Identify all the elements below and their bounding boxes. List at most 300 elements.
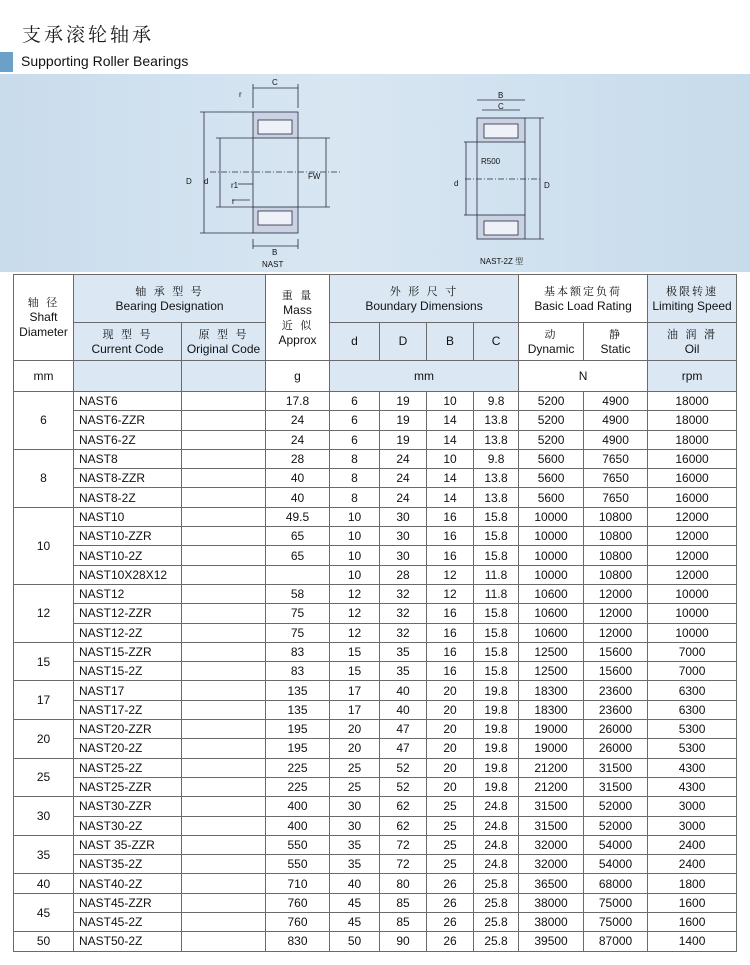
current-code-cell: NAST25-2Z	[74, 758, 182, 777]
d-cell: 12	[330, 604, 380, 623]
designation-header: 轴 承 型 号 Bearing Designation	[74, 275, 266, 323]
stat-cell: 10800	[584, 527, 648, 546]
speed-cell: 1800	[648, 874, 737, 893]
original-code-cell	[182, 411, 266, 430]
C-cell: 25.8	[474, 913, 519, 932]
B-cell: 20	[427, 777, 474, 796]
mass-cell: 58	[266, 584, 330, 603]
dyn-cell: 32000	[519, 855, 584, 874]
svg-text:d: d	[454, 179, 459, 188]
d-cell: 6	[330, 430, 380, 449]
d-cell: 45	[330, 893, 380, 912]
C-cell: 15.8	[474, 642, 519, 661]
table-row	[14, 874, 737, 893]
dyn-cell: 10600	[519, 604, 584, 623]
shaft-diameter-cell: 25	[14, 758, 74, 797]
table-row	[14, 507, 737, 526]
B-cell: 10	[427, 449, 474, 468]
table-row	[14, 392, 737, 411]
dyn-cell: 31500	[519, 816, 584, 835]
D-cell: 28	[380, 565, 427, 584]
static-header: 静 Static	[584, 323, 648, 361]
D-cell: 47	[380, 739, 427, 758]
d-cell: 10	[330, 565, 380, 584]
dyn-cell: 19000	[519, 739, 584, 758]
stat-cell: 87000	[584, 932, 648, 951]
d-cell: 17	[330, 681, 380, 700]
mass-cell: 550	[266, 855, 330, 874]
dyn-cell: 10000	[519, 565, 584, 584]
C-cell: 15.8	[474, 604, 519, 623]
table-row	[14, 584, 737, 603]
oil-header: 油 润 滑 Oil	[648, 323, 737, 361]
C-cell: 24.8	[474, 816, 519, 835]
dyn-cell: 36500	[519, 874, 584, 893]
D-cell: 19	[380, 430, 427, 449]
table-row	[14, 681, 737, 700]
dyn-cell: 5600	[519, 488, 584, 507]
current-code-header: 现 型 号 Current Code	[74, 323, 182, 361]
B-cell: 25	[427, 835, 474, 854]
mass-cell: 28	[266, 449, 330, 468]
table-row	[14, 623, 737, 642]
C-cell: 15.8	[474, 507, 519, 526]
mass-cell: 550	[266, 835, 330, 854]
table-row	[14, 700, 737, 719]
mass-cell: 400	[266, 816, 330, 835]
D-cell: 85	[380, 913, 427, 932]
table-row	[14, 411, 737, 430]
dyn-cell: 5600	[519, 469, 584, 488]
speed-cell: 2400	[648, 835, 737, 854]
original-code-cell	[182, 565, 266, 584]
mass-cell: 225	[266, 777, 330, 796]
mass-cell: 75	[266, 623, 330, 642]
stat-cell: 10800	[584, 546, 648, 565]
table-header	[14, 275, 737, 392]
mass-cell: 75	[266, 604, 330, 623]
dyn-cell: 21200	[519, 777, 584, 796]
speed-cell: 3000	[648, 816, 737, 835]
B-cell: 14	[427, 430, 474, 449]
original-code-cell	[182, 642, 266, 661]
B-cell: 26	[427, 893, 474, 912]
mass-cell: 830	[266, 932, 330, 951]
C-cell: 9.8	[474, 392, 519, 411]
stat-cell: 23600	[584, 700, 648, 719]
shaft-diameter-cell: 35	[14, 835, 74, 874]
B-cell: 20	[427, 758, 474, 777]
stat-cell: 12000	[584, 623, 648, 642]
B-cell: 16	[427, 507, 474, 526]
C-cell: 13.8	[474, 488, 519, 507]
speed-cell: 5300	[648, 739, 737, 758]
D-cell: 24	[380, 469, 427, 488]
D-cell: 35	[380, 662, 427, 681]
dyn-cell: 10000	[519, 546, 584, 565]
speed-cell: 6300	[648, 681, 737, 700]
dyn-cell: 12500	[519, 662, 584, 681]
d-cell: 45	[330, 913, 380, 932]
D-cell: 47	[380, 720, 427, 739]
shaft-diameter-cell: 20	[14, 720, 74, 759]
C-cell: 24.8	[474, 855, 519, 874]
header-banner	[0, 0, 750, 272]
current-code-cell: NAST12	[74, 584, 182, 603]
d-cell: 10	[330, 507, 380, 526]
mass-cell: 40	[266, 488, 330, 507]
speed-cell: 6300	[648, 700, 737, 719]
original-code-cell	[182, 507, 266, 526]
shaft-diameter-cell: 40	[14, 874, 74, 893]
subtitle-accent	[0, 52, 13, 72]
mass-cell: 400	[266, 797, 330, 816]
speed-cell: 5300	[648, 720, 737, 739]
stat-cell: 54000	[584, 835, 648, 854]
C-cell: 15.8	[474, 546, 519, 565]
D-cell: 52	[380, 777, 427, 796]
d-cell: 8	[330, 469, 380, 488]
mass-cell: 135	[266, 681, 330, 700]
current-code-cell: NAST12-2Z	[74, 623, 182, 642]
stat-cell: 4900	[584, 411, 648, 430]
C-cell: 19.8	[474, 700, 519, 719]
B-cell: 25	[427, 797, 474, 816]
stat-cell: 7650	[584, 469, 648, 488]
table-row	[14, 565, 737, 584]
d-cell: 25	[330, 777, 380, 796]
original-code-cell	[182, 546, 266, 565]
table-row	[14, 642, 737, 661]
d-cell: 35	[330, 835, 380, 854]
C-cell: 11.8	[474, 584, 519, 603]
table-row	[14, 430, 737, 449]
mass-cell: 24	[266, 411, 330, 430]
dims-unit: mm	[330, 361, 519, 392]
table-row	[14, 739, 737, 758]
dyn-cell: 12500	[519, 642, 584, 661]
mass-cell: 225	[266, 758, 330, 777]
code-unit-blank	[74, 361, 182, 392]
current-code-cell: NAST12-ZZR	[74, 604, 182, 623]
table-row	[14, 932, 737, 951]
speed-cell: 10000	[648, 604, 737, 623]
original-code-cell	[182, 700, 266, 719]
dyn-cell: 5200	[519, 411, 584, 430]
current-code-cell: NAST40-2Z	[74, 874, 182, 893]
original-code-cell	[182, 681, 266, 700]
dyn-cell: 10600	[519, 623, 584, 642]
stat-cell: 12000	[584, 604, 648, 623]
svg-text:FW: FW	[308, 172, 321, 181]
original-code-cell	[182, 855, 266, 874]
speed-cell: 18000	[648, 430, 737, 449]
stat-cell: 12000	[584, 584, 648, 603]
stat-cell: 68000	[584, 874, 648, 893]
current-code-cell: NAST35-2Z	[74, 855, 182, 874]
D-cell: 40	[380, 681, 427, 700]
col-D-header: D	[380, 323, 427, 361]
dyn-cell: 10000	[519, 507, 584, 526]
D-cell: 40	[380, 700, 427, 719]
speed-cell: 12000	[648, 527, 737, 546]
C-cell: 13.8	[474, 411, 519, 430]
d-cell: 6	[330, 411, 380, 430]
d-cell: 10	[330, 527, 380, 546]
speed-cell: 18000	[648, 392, 737, 411]
C-cell: 19.8	[474, 777, 519, 796]
dyn-cell: 32000	[519, 835, 584, 854]
d-cell: 15	[330, 642, 380, 661]
original-code-cell	[182, 720, 266, 739]
dyn-cell: 5200	[519, 392, 584, 411]
dyn-cell: 39500	[519, 932, 584, 951]
C-cell: 19.8	[474, 720, 519, 739]
current-code-cell: NAST17-2Z	[74, 700, 182, 719]
bearing-spec-table	[13, 274, 737, 952]
D-cell: 32	[380, 604, 427, 623]
svg-text:C: C	[498, 102, 504, 111]
speed-cell: 10000	[648, 623, 737, 642]
mass-cell: 83	[266, 642, 330, 661]
C-cell: 13.8	[474, 430, 519, 449]
C-cell: 11.8	[474, 565, 519, 584]
original-code-cell	[182, 758, 266, 777]
D-cell: 80	[380, 874, 427, 893]
table-row	[14, 855, 737, 874]
B-cell: 26	[427, 913, 474, 932]
stat-cell: 7650	[584, 488, 648, 507]
col-d-header: d	[330, 323, 380, 361]
current-code-cell: NAST10X28X12	[74, 565, 182, 584]
stat-cell: 75000	[584, 913, 648, 932]
stat-cell: 4900	[584, 392, 648, 411]
B-cell: 16	[427, 662, 474, 681]
mass-cell: 195	[266, 720, 330, 739]
d-cell: 35	[330, 855, 380, 874]
B-cell: 20	[427, 720, 474, 739]
original-code-cell	[182, 392, 266, 411]
stat-cell: 15600	[584, 662, 648, 681]
shaft-diameter-cell: 8	[14, 449, 74, 507]
B-cell: 10	[427, 392, 474, 411]
load-unit: N	[519, 361, 648, 392]
svg-text:C: C	[272, 78, 278, 87]
speed-cell: 16000	[648, 449, 737, 468]
mass-unit: g	[266, 361, 330, 392]
mass-cell: 83	[266, 662, 330, 681]
speed-cell: 3000	[648, 797, 737, 816]
table-row	[14, 893, 737, 912]
C-cell: 9.8	[474, 449, 519, 468]
B-cell: 14	[427, 488, 474, 507]
current-code-cell: NAST10-ZZR	[74, 527, 182, 546]
shaft-diameter-cell: 50	[14, 932, 74, 951]
B-cell: 25	[427, 855, 474, 874]
C-cell: 15.8	[474, 527, 519, 546]
stat-cell: 54000	[584, 855, 648, 874]
mass-cell: 760	[266, 893, 330, 912]
C-cell: 19.8	[474, 681, 519, 700]
d-cell: 40	[330, 874, 380, 893]
D-cell: 72	[380, 835, 427, 854]
dyn-cell: 21200	[519, 758, 584, 777]
original-code-cell	[182, 604, 266, 623]
C-cell: 13.8	[474, 469, 519, 488]
C-cell: 24.8	[474, 797, 519, 816]
stat-cell: 31500	[584, 758, 648, 777]
original-code-cell	[182, 874, 266, 893]
original-code-cell	[182, 816, 266, 835]
stat-cell: 75000	[584, 893, 648, 912]
current-code-cell: NAST45-ZZR	[74, 893, 182, 912]
current-code-cell: NAST8	[74, 449, 182, 468]
col-C-header: C	[474, 323, 519, 361]
page-title-en: Supporting Roller Bearings	[21, 53, 189, 69]
table-row	[14, 527, 737, 546]
current-code-cell: NAST17	[74, 681, 182, 700]
dyn-cell: 38000	[519, 893, 584, 912]
d-cell: 25	[330, 758, 380, 777]
nast-2z-drawing	[454, 91, 550, 266]
mass-cell: 40	[266, 469, 330, 488]
C-cell: 25.8	[474, 874, 519, 893]
mass-cell: 760	[266, 913, 330, 932]
speed-cell: 16000	[648, 488, 737, 507]
dyn-cell: 31500	[519, 797, 584, 816]
dyn-cell: 18300	[519, 681, 584, 700]
d-cell: 8	[330, 488, 380, 507]
shaft-header: 轴 径 Shaft Diameter	[14, 275, 74, 361]
original-code-cell	[182, 469, 266, 488]
current-code-cell: NAST10	[74, 507, 182, 526]
mass-cell: 710	[266, 874, 330, 893]
shaft-diameter-cell: 15	[14, 642, 74, 681]
d-cell: 17	[330, 700, 380, 719]
d-cell: 30	[330, 816, 380, 835]
B-cell: 16	[427, 642, 474, 661]
C-cell: 25.8	[474, 932, 519, 951]
speed-header: 极限转速 Limiting Speed	[648, 275, 737, 323]
speed-cell: 7000	[648, 642, 737, 661]
speed-cell: 1400	[648, 932, 737, 951]
mass-cell: 195	[266, 739, 330, 758]
current-code-cell: NAST6-ZZR	[74, 411, 182, 430]
d-cell: 10	[330, 546, 380, 565]
original-code-cell	[182, 662, 266, 681]
original-code-cell	[182, 932, 266, 951]
current-code-cell: NAST8-ZZR	[74, 469, 182, 488]
d-cell: 30	[330, 797, 380, 816]
stat-cell: 52000	[584, 797, 648, 816]
original-code-cell	[182, 430, 266, 449]
table-row	[14, 488, 737, 507]
d-cell: 8	[330, 449, 380, 468]
original-code-cell	[182, 527, 266, 546]
dyn-cell: 38000	[519, 913, 584, 932]
mass-header: 重 量 Mass 近 似 Approx	[266, 275, 330, 361]
table-body	[14, 392, 737, 952]
D-cell: 90	[380, 932, 427, 951]
dimensions-header: 外 形 尺 寸 Boundary Dimensions	[330, 275, 519, 323]
shaft-diameter-cell: 30	[14, 797, 74, 836]
D-cell: 24	[380, 449, 427, 468]
original-code-cell	[182, 777, 266, 796]
D-cell: 24	[380, 488, 427, 507]
shaft-diameter-cell: 12	[14, 584, 74, 642]
svg-text:r: r	[239, 90, 242, 99]
speed-cell: 16000	[648, 469, 737, 488]
original-code-cell	[182, 893, 266, 912]
current-code-cell: NAST45-2Z	[74, 913, 182, 932]
table-row	[14, 469, 737, 488]
d-cell: 12	[330, 623, 380, 642]
current-code-cell: NAST 35-ZZR	[74, 835, 182, 854]
table-row	[14, 604, 737, 623]
D-cell: 72	[380, 855, 427, 874]
svg-text:D: D	[186, 177, 192, 186]
table-row	[14, 777, 737, 796]
dyn-cell: 19000	[519, 720, 584, 739]
table-row	[14, 835, 737, 854]
mass-cell: 24	[266, 430, 330, 449]
C-cell: 15.8	[474, 623, 519, 642]
B-cell: 14	[427, 469, 474, 488]
stat-cell: 15600	[584, 642, 648, 661]
svg-text:d: d	[204, 177, 209, 186]
dyn-cell: 10000	[519, 527, 584, 546]
page-title-zh: 支承滚轮轴承	[22, 24, 155, 46]
original-code-cell	[182, 449, 266, 468]
mass-cell: 135	[266, 700, 330, 719]
B-cell: 14	[427, 411, 474, 430]
D-cell: 35	[380, 642, 427, 661]
table-row	[14, 797, 737, 816]
d-cell: 6	[330, 392, 380, 411]
shaft-diameter-cell: 17	[14, 681, 74, 720]
D-cell: 32	[380, 623, 427, 642]
speed-cell: 1600	[648, 913, 737, 932]
speed-unit: rpm	[648, 361, 737, 392]
speed-cell: 2400	[648, 855, 737, 874]
current-code-cell: NAST6	[74, 392, 182, 411]
C-cell: 19.8	[474, 758, 519, 777]
current-code-cell: NAST15-ZZR	[74, 642, 182, 661]
stat-cell: 23600	[584, 681, 648, 700]
stat-cell: 26000	[584, 739, 648, 758]
B-cell: 16	[427, 527, 474, 546]
stat-cell: 31500	[584, 777, 648, 796]
current-code-cell: NAST6-2Z	[74, 430, 182, 449]
table-row	[14, 720, 737, 739]
d-cell: 12	[330, 584, 380, 603]
speed-cell: 12000	[648, 546, 737, 565]
table-row	[14, 449, 737, 468]
stat-cell: 4900	[584, 430, 648, 449]
table-row	[14, 913, 737, 932]
original-code-cell	[182, 488, 266, 507]
mass-cell	[266, 565, 330, 584]
svg-text:B: B	[498, 91, 504, 100]
original-code-cell	[182, 584, 266, 603]
stat-cell: 10800	[584, 565, 648, 584]
mass-cell: 17.8	[266, 392, 330, 411]
original-code-cell	[182, 913, 266, 932]
D-cell: 62	[380, 816, 427, 835]
table-row	[14, 758, 737, 777]
dyn-cell: 5600	[519, 449, 584, 468]
D-cell: 62	[380, 797, 427, 816]
